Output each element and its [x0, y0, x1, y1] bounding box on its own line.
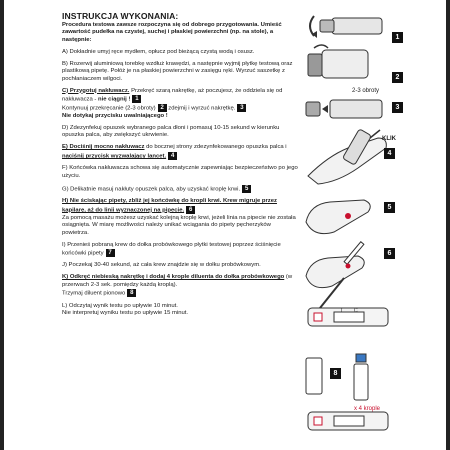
- figure-badge-2: 2: [392, 72, 403, 83]
- step-marker-6: 6: [186, 206, 195, 214]
- pipette-finger-illustration: [306, 242, 364, 288]
- figure-badge-6: 6: [384, 248, 395, 259]
- step-c-warning: nie ciągnij !: [98, 96, 131, 103]
- page-title: INSTRUKCJA WYKONANIA:: [62, 11, 179, 21]
- step-c-remove: zdejmij i wyrzuć nakrętkę.: [166, 105, 236, 112]
- step-h-text: Za pomocą masażu możesz uzyskać kolejną kroplę krwi, jeżeli linia na pipecie nie została osiągnięta. W miarę możliwości należy unikać wciągania do pipety pęcherzyków powietrza.: [62, 214, 296, 236]
- cassette-t-label: T: [340, 308, 344, 314]
- figure-badge-1: 1: [392, 32, 403, 43]
- step-e-press: naciśnij przycisk wyzwalający lancet.: [62, 153, 167, 160]
- lancet-rotate-illustration: [310, 16, 382, 38]
- diluent-illustration: [306, 354, 388, 430]
- step-c-do-not-touch: Nie dotykaj przycisku uwalniającego !: [62, 112, 168, 119]
- step-marker-4: 4: [168, 152, 177, 160]
- step-g-text: G) Delikatnie masuj nakłuty opuszek palca, aby uzyskać kroplę krwi.: [62, 186, 241, 193]
- step-e-text: do bocznej strony zdezynfekowanego opuszka palca i: [144, 144, 287, 151]
- drops-label: x 4 krople: [354, 406, 381, 412]
- step-c-continue: Kontynuuj przekręcanie (2-3 obroty): [62, 105, 156, 112]
- step-i-text: I) Przenieś pobraną krew do dołka probówkowego płytki testowej poprzez ściśnięcie końcówki pipety: [62, 241, 281, 257]
- lancet-cap-turns-illustration: [308, 45, 368, 78]
- step-marker-2: 2: [158, 104, 167, 112]
- blood-drop-icon: [345, 213, 351, 219]
- step-c-heading: C) Przygotuj nakłuwacz.: [62, 87, 130, 94]
- step-c: [62, 88, 298, 121]
- figure-badge-3: 3: [392, 102, 403, 113]
- turn-arrow-icon: [314, 45, 328, 48]
- cassette-c-label: C: [354, 308, 358, 314]
- intro-paragraph: Procedura testowa zawsze rozpoczyna się od dobrego przygotowania. Umieść zawartość pudełka na czystej, suchej i płaskiej powierzchni (np. na stole), a następnie:: [62, 22, 282, 43]
- step-marker-8: 8: [127, 289, 136, 297]
- illustrations-column: [300, 8, 410, 448]
- step-b: B) Rozerwij aluminiową torebkę wzdłuż krawędzi, a następnie wyjmij płytkę testową oraz plastikową pipetę. Połóż je na płaskiej powierzchni w zasięgu ręki. Wyrzuć saszetkę z pochłaniaczem wilgoci.: [62, 60, 293, 82]
- arrow-left-icon: [322, 105, 328, 113]
- step-g: [62, 185, 298, 194]
- blue-cap-icon: [356, 354, 366, 362]
- step-k-heading: K) Odkręć niebieską nakrętkę i dodaj 4 krople diluenta do dołka probówkowego: [62, 274, 285, 281]
- step-f: F) Końcówka nakłuwacza schowa się automatycznie zapewniając bezpieczeństwo po jego użyciu.: [62, 165, 298, 179]
- step-l: [62, 303, 298, 318]
- step-j: J) Poczekaj 30-40 sekund, aż cała krew znajdzie się w dołku probówkowym.: [62, 262, 261, 269]
- figure-badge-5: 5: [384, 202, 395, 213]
- step-h-heading: H) Nie ściskając pipety, zbliż jej końcówkę do kropli krwi. Krew migruje przez kapilarę, aż do linii wyznaczonej na pipecie.: [62, 198, 277, 214]
- step-marker-5: 5: [242, 185, 251, 193]
- step-c-text: Przekręć szarą nakrętkę, aż poczujesz, że oddziela się od nakłuwacza -: [62, 87, 283, 103]
- step-k: [62, 274, 298, 298]
- remove-cap-illustration: [306, 100, 382, 118]
- figure-badge-8: 8: [330, 368, 341, 379]
- step-marker-7: 7: [106, 249, 115, 257]
- step-d: D) Zdezynfekuj opuszek wybranego palca dłoni i pomasuj 10-15 sekund w kierunku opuszka palca, aby zwiększyć ukrwienie.: [62, 124, 280, 139]
- rotations-label: 2-3 obroty: [352, 88, 380, 94]
- finger-blood-drop-illustration: [306, 200, 370, 234]
- rotate-arrow-icon: [310, 16, 314, 36]
- step-k-text: (w przerwach 2-3 sek. pomiędzy każdą kroplą).: [62, 274, 293, 288]
- step-e-heading: E) Dociśnij mocno nakłuwacz: [62, 144, 145, 151]
- step-k-vertical: Trzymaj diluent pionowo: [62, 290, 126, 297]
- step-marker-3: 3: [237, 104, 246, 112]
- step-l-text: L) Odczytaj wynik testu po upływie 10 minut.: [62, 302, 178, 309]
- instruction-text-column: [62, 22, 298, 322]
- klik-label: KLIK: [382, 136, 396, 142]
- step-l-warning: Nie interpretuj wyniku testu po upływie 15 minut.: [62, 310, 189, 317]
- step-e: [62, 144, 298, 160]
- figure-badge-4: 4: [384, 148, 395, 159]
- step-i: [62, 242, 298, 258]
- press-lancet-illustration: [308, 129, 386, 184]
- step-h: [62, 198, 298, 237]
- step-a: A) Dokładnie umyj ręce mydłem, opłucz pod bieżącą czystą wodą i osusz.: [62, 48, 255, 55]
- step-marker-1: 1: [132, 95, 141, 103]
